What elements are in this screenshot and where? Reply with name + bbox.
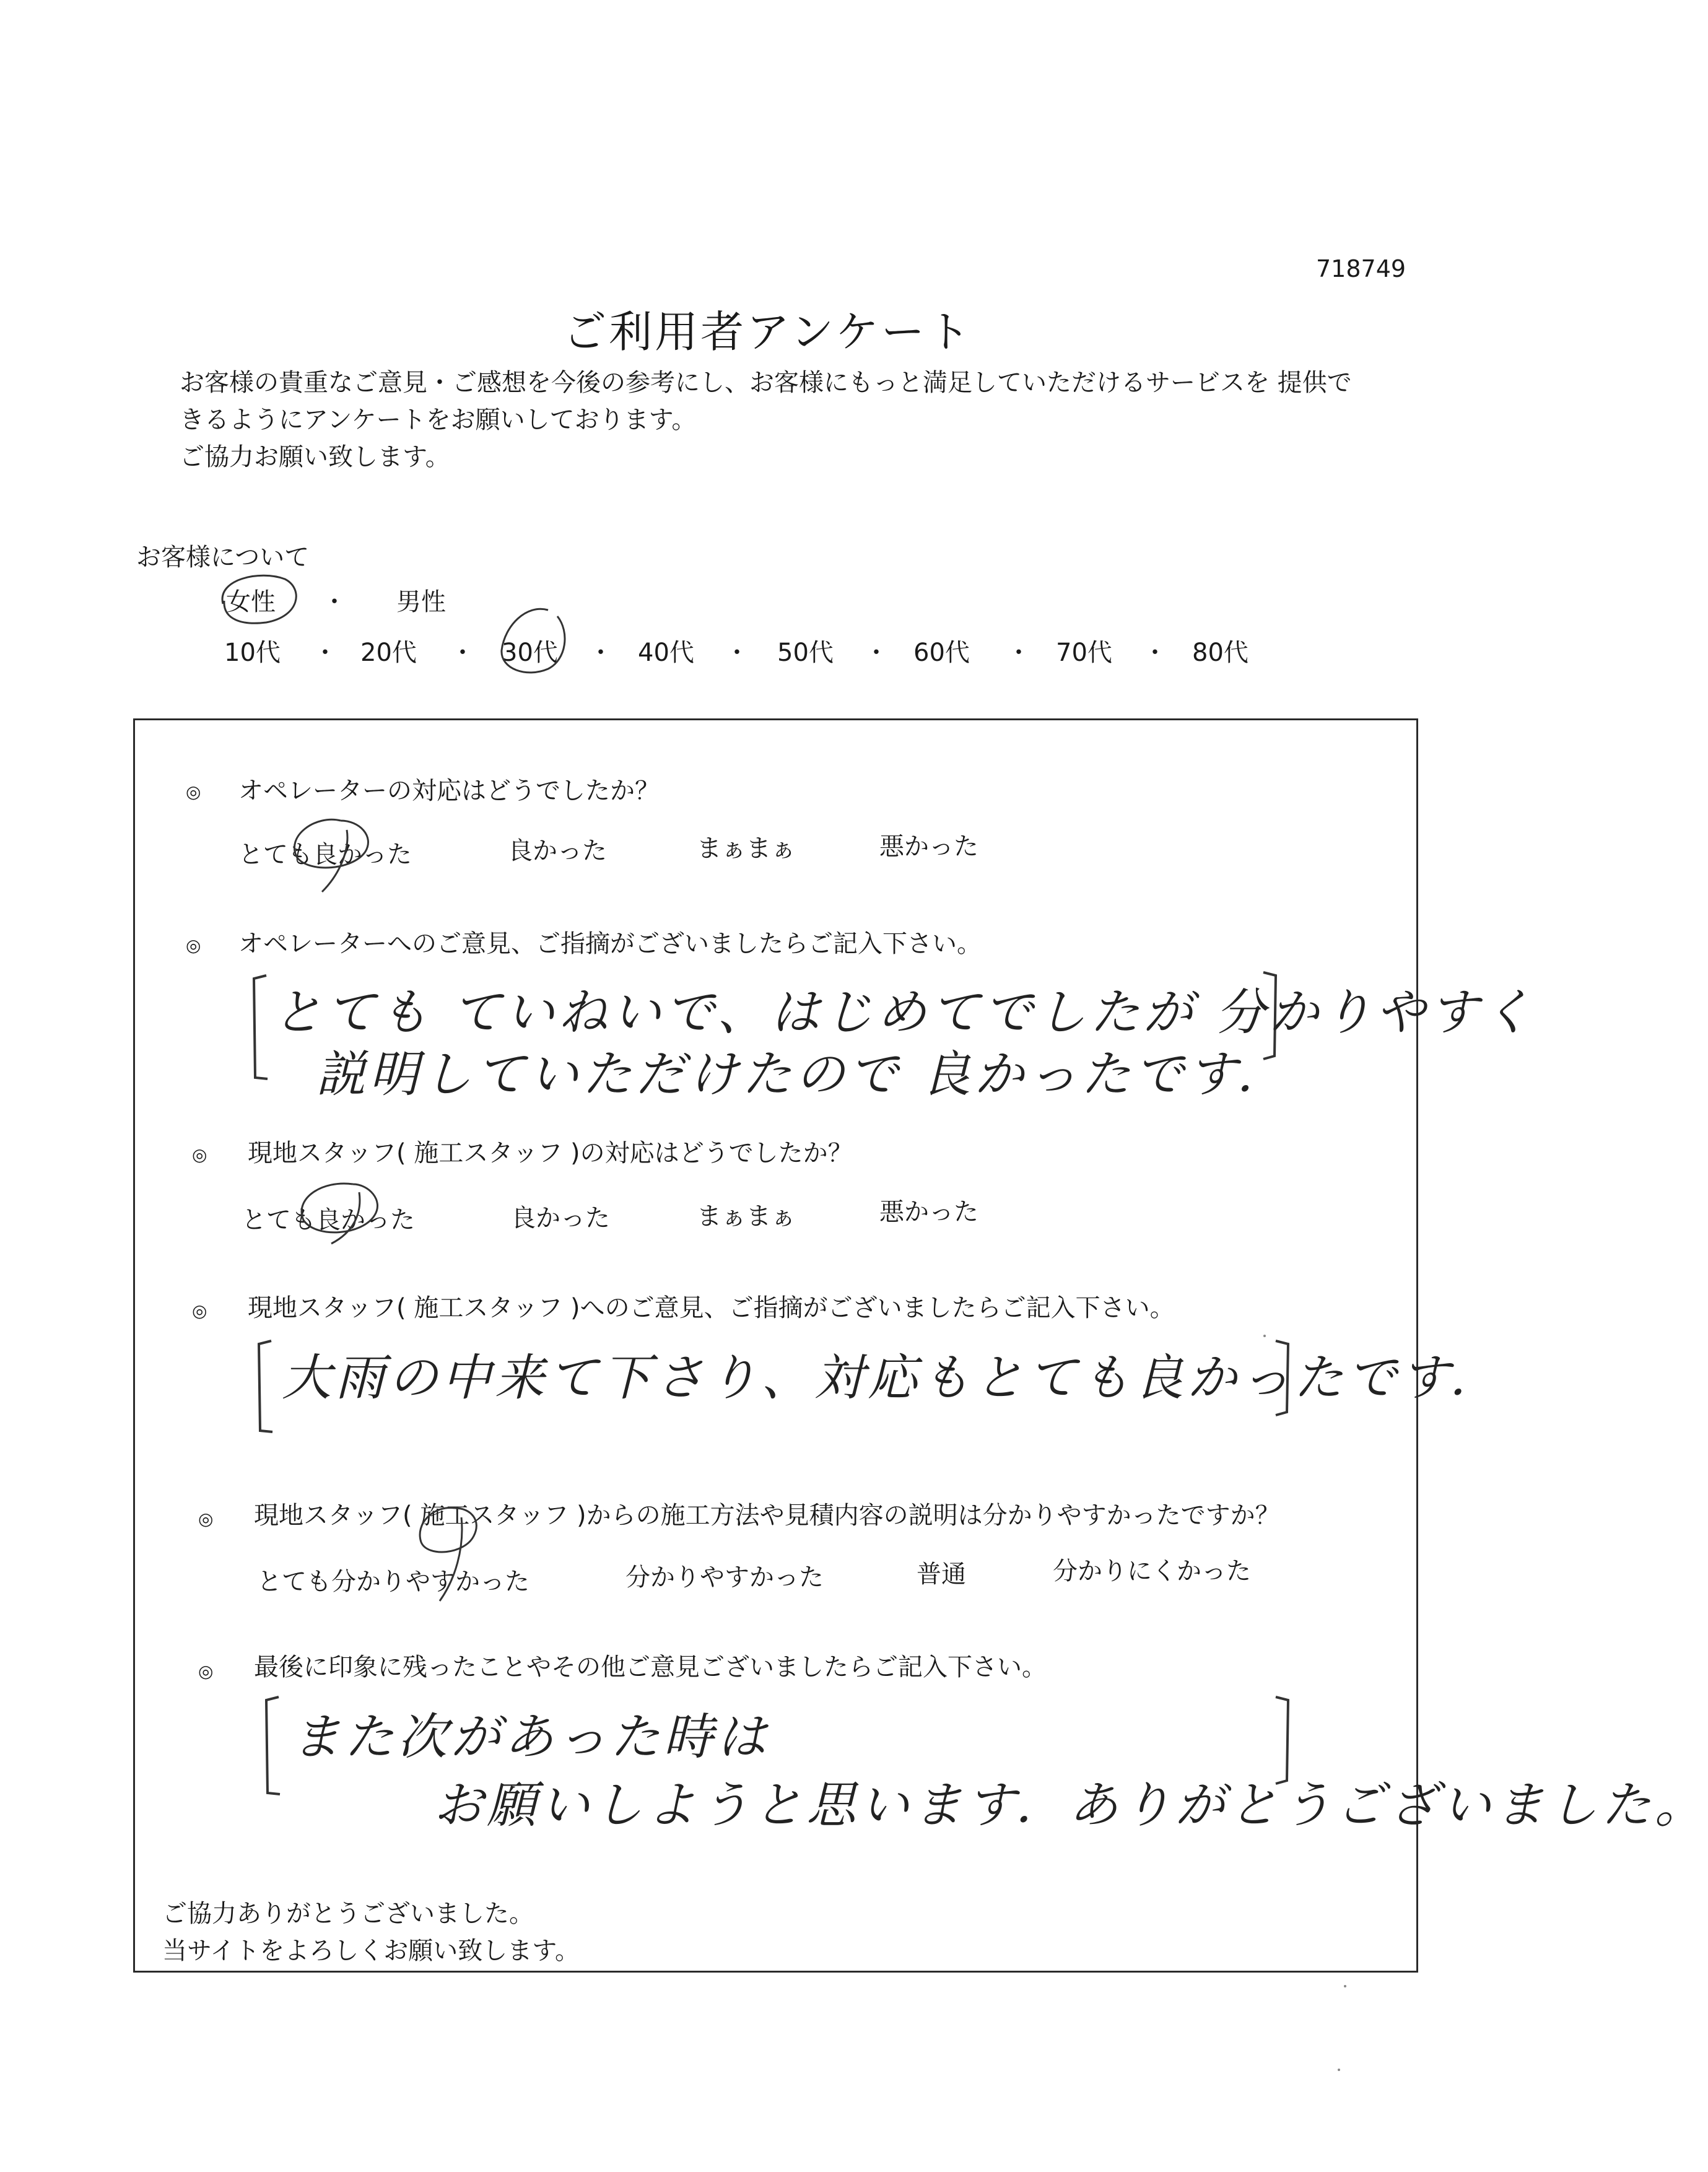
bullet-icon: ◎ — [186, 782, 201, 802]
scan-speck — [1344, 1985, 1346, 1987]
intro-line: きるようにアンケートをお願いしております。 — [180, 406, 697, 434]
age-30s[interactable]: 30代 — [502, 639, 558, 667]
choice-good[interactable]: 良かった — [511, 1204, 610, 1232]
customer-section-label: お客様について — [136, 543, 310, 572]
question-staff-explanation: 現地スタッフ( 施工スタッフ )からの施工方法や見積内容の説明は分かりやすかったですか？ — [254, 1501, 1280, 1530]
gender-male[interactable]: 男性 — [396, 588, 446, 616]
question-final-comments: 最後に印象に残ったことやその他ご意見ございましたらご記入下さい。 — [254, 1653, 1047, 1681]
handwritten-answer-line: お願いしようと思います．ありがとうございました。 — [434, 1776, 1708, 1834]
intro-text — [180, 364, 1352, 476]
question-staff-response: 現地スタッフ( 施工スタッフ )の対応はどうでしたか？ — [248, 1139, 853, 1167]
bullet-icon: ◎ — [198, 1509, 214, 1529]
selection-circle-gender — [211, 567, 310, 635]
page-title: ご利用者アンケート — [563, 307, 973, 357]
bullet-icon: ◎ — [198, 1661, 214, 1681]
age-40s[interactable]: 40代 — [638, 639, 694, 667]
question-staff-feedback: 現地スタッフ( 施工スタッフ )へのご意見、ご指摘がございましたらご記入下さい。 — [248, 1294, 1175, 1322]
selection-mark-q5 — [390, 1499, 514, 1610]
selection-mark-q3 — [279, 1177, 403, 1251]
choice-average[interactable]: まぁまぁ — [697, 1202, 796, 1231]
handwritten-answer-line: また次があった時は — [291, 1708, 770, 1766]
choice-good[interactable]: 良かった — [508, 837, 607, 865]
handwritten-answer-line: 説明していただけたので 良かったです． — [316, 1045, 1291, 1103]
bullet-icon: ◎ — [192, 1145, 207, 1165]
choice-clear[interactable]: 分かりやすかった — [625, 1563, 824, 1592]
intro-line: お客様の貴重なご意見・ご感想を今後の参考にし、お客様にもっと満足していただけるサービスを 提供で — [180, 369, 1352, 397]
choice-unclear[interactable]: 分かりにくかった — [1053, 1557, 1251, 1585]
intro-line: ご協力お願い致します。 — [180, 443, 450, 471]
bullet-icon: ◎ — [186, 935, 201, 956]
age-60s[interactable]: 60代 — [913, 639, 970, 667]
handwritten-answer-line: とても ていねいで、はじめてでしたが 分かりやすく — [272, 984, 1536, 1041]
answer-bracket-left — [248, 972, 272, 1084]
choice-bad[interactable]: 悪かった — [879, 1198, 978, 1226]
age-20s[interactable]: 20代 — [360, 639, 417, 667]
separator: ・ — [322, 588, 347, 616]
choice-average[interactable]: まぁまぁ — [697, 834, 796, 863]
question-operator-response: オペレーターの対応はどうでしたか？ — [238, 777, 660, 805]
separator: ・ — [725, 639, 749, 667]
choice-very-clear[interactable]: とても分かりやすかった — [257, 1568, 529, 1596]
answer-bracket-left — [253, 1338, 277, 1437]
choice-very-good[interactable]: とても良かった — [242, 1206, 415, 1234]
age-70s[interactable]: 70代 — [1056, 639, 1112, 667]
document-id: 718749 — [1316, 255, 1406, 282]
choice-very-good[interactable]: とても良かった — [238, 840, 412, 869]
separator: ・ — [313, 639, 338, 667]
separator: ・ — [1006, 639, 1031, 667]
separator: ・ — [864, 639, 889, 667]
question-operator-feedback: オペレーターへのご意見、ご指摘がございましたらご記入下さい。 — [238, 930, 982, 958]
selection-mark-q1 — [272, 811, 396, 898]
separator: ・ — [1143, 639, 1167, 667]
choice-normal[interactable]: 普通 — [917, 1560, 966, 1589]
separator: ・ — [450, 639, 475, 667]
age-80s[interactable]: 80代 — [1192, 639, 1248, 667]
scan-speck — [1263, 1335, 1266, 1337]
scan-speck — [1338, 2069, 1340, 2071]
choice-bad[interactable]: 悪かった — [879, 832, 978, 861]
age-10s[interactable]: 10代 — [224, 639, 281, 667]
handwritten-answer-line: 大雨の中来て下さり、対応もとても良かったです． — [282, 1349, 1503, 1407]
footer-line: ご協力ありがとうございました。 — [162, 1899, 534, 1928]
selection-circle-age — [489, 601, 582, 687]
bullet-icon: ◎ — [192, 1301, 207, 1321]
answer-bracket-left — [260, 1694, 285, 1799]
age-50s[interactable]: 50代 — [777, 639, 834, 667]
gender-female[interactable]: 女性 — [226, 588, 276, 616]
separator: ・ — [588, 639, 613, 667]
footer-line: 当サイトをよろしくお願い致します。 — [162, 1937, 580, 1965]
footer-text — [162, 1895, 580, 1969]
